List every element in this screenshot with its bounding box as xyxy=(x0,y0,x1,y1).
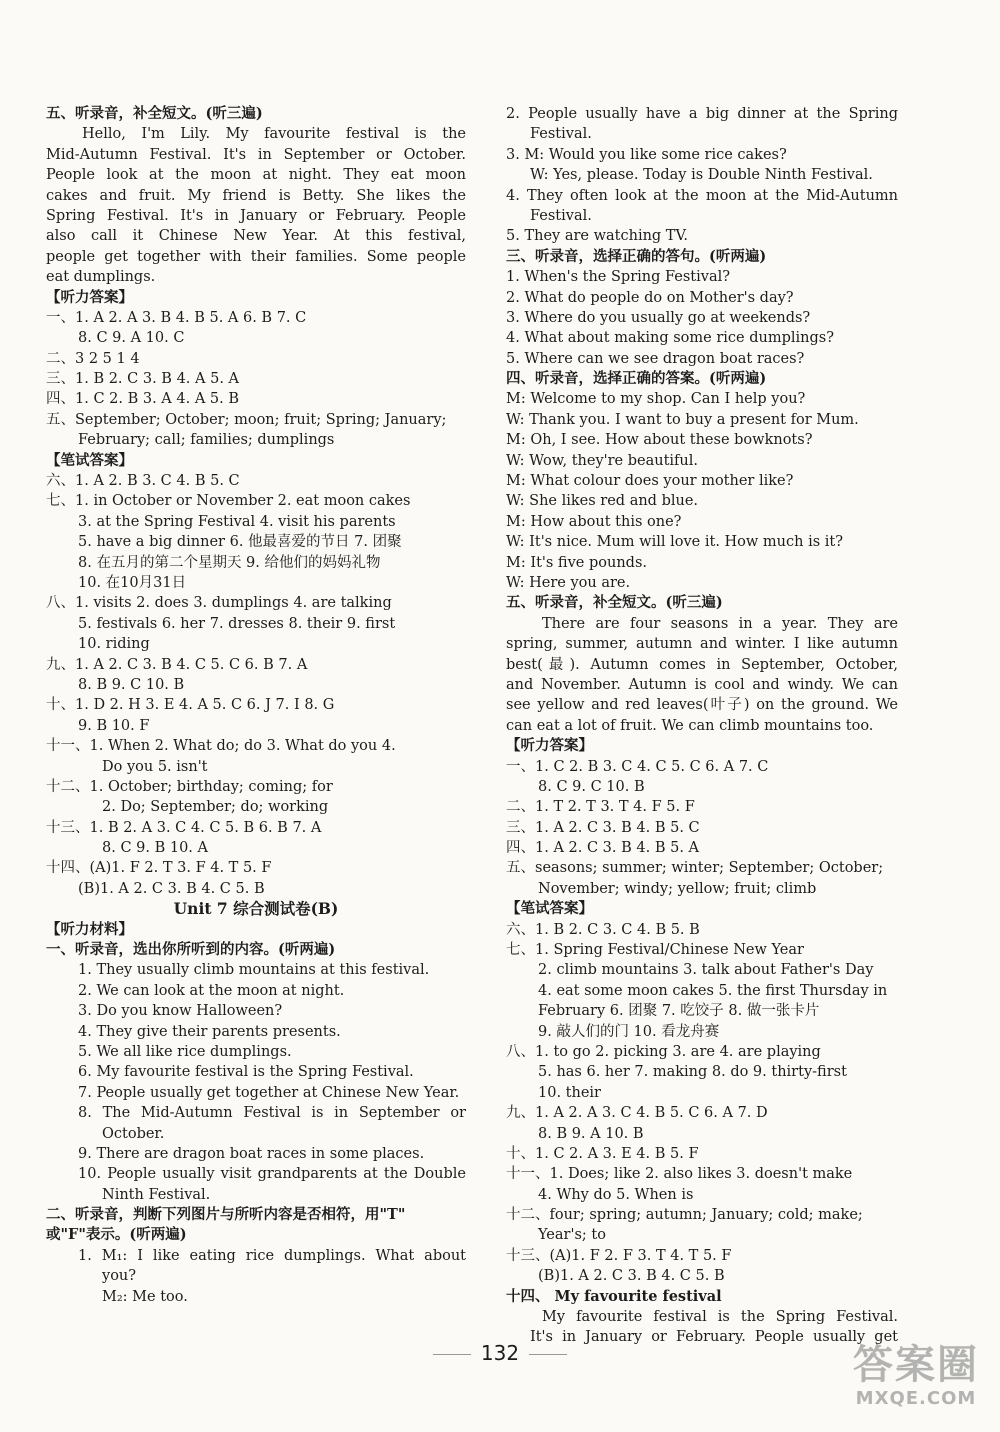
text-line: W: She likes red and blue. xyxy=(506,493,699,510)
text-line: 一、听录音，选出你所听到的内容。(听两遍) xyxy=(46,941,336,959)
text-line: 10. their xyxy=(538,1084,601,1101)
watermark-url: MXQE.COM xyxy=(855,1388,977,1409)
text-line: W: Wow, they're beautiful. xyxy=(506,452,699,469)
text-line: 4. They give their parents presents. xyxy=(78,1023,341,1040)
text-line: 二、听录音，判断下列图片与所听内容是否相符，用"T" xyxy=(46,1206,406,1224)
text-line: 2. What do people do on Mother's day? xyxy=(506,289,794,306)
text-line: 四、1. C 2. B 3. A 4. A 5. B xyxy=(46,391,240,408)
text-line: M: Welcome to my shop. Can I help you? xyxy=(506,391,806,408)
text-line: 5. They are watching TV. xyxy=(506,228,689,245)
text-line: 二、3 2 5 1 4 xyxy=(46,350,140,367)
text-line: Ninth Festival. xyxy=(102,1186,211,1203)
text-line: 六、1. B 2. C 3. C 4. B 5. B xyxy=(506,921,700,938)
text-line: you? xyxy=(102,1268,137,1285)
text-line: 8. The Mid-Autumn Festival is in September or xyxy=(78,1105,466,1122)
text-line: 5. festivals 6. her 7. dresses 8. their 9. first xyxy=(78,615,396,632)
text-line: 2. We can look at the moon at night. xyxy=(78,982,345,999)
text-line: 7. People usually get together at Chinese New Year. xyxy=(78,1084,460,1101)
text-line: There are four seasons in a year. They are xyxy=(542,615,898,632)
text-line: 5. have a big dinner 6. 他最喜爱的节日 7. 团聚 xyxy=(78,534,402,551)
text-line: 一、1. C 2. B 3. C 4. C 5. C 6. A 7. C xyxy=(506,758,769,775)
text-line: 五、seasons; summer; winter; September; October; xyxy=(506,860,884,877)
text-line: 十、1. C 2. A 3. E 4. B 5. F xyxy=(506,1145,699,1162)
text-line: (B)1. A 2. C 3. B 4. C 5. B xyxy=(538,1268,725,1285)
text-line: 一、1. A 2. A 3. B 4. B 5. A 6. B 7. C xyxy=(46,309,307,326)
text-line: 【听力答案】 xyxy=(46,288,133,306)
text-line: M₂: Me too. xyxy=(102,1288,188,1305)
text-line: 1. M₁: I like eating rice dumplings. What about xyxy=(78,1247,466,1264)
text-line: 2. Do; September; do; working xyxy=(102,799,329,816)
text-line: 九、1. A 2. A 3. C 4. B 5. C 6. A 7. D xyxy=(506,1105,768,1122)
text-line: 三、1. A 2. C 3. B 4. B 5. C xyxy=(506,819,700,836)
text-line: February 6. 团聚 7. 吃饺子 8. 做一张卡片 xyxy=(538,1003,820,1020)
text-line: cakes and fruit. My friend is Betty. She likes the xyxy=(46,187,466,204)
text-line: 10. People usually visit grandparents at the Double xyxy=(78,1166,466,1183)
text-line: M: How about this one? xyxy=(506,513,682,530)
text-line: Festival. xyxy=(530,126,592,143)
text-line: 十二、1. October; birthday; coming; for xyxy=(46,778,333,795)
text-line: 三、1. B 2. C 3. B 4. A 5. A xyxy=(46,371,240,388)
text-line: M: It's five pounds. xyxy=(506,554,648,571)
text-line: 5. has 6. her 7. making 8. do 9. thirty-first xyxy=(538,1064,847,1081)
text-line: My favourite festival is the Spring Festival. xyxy=(542,1309,898,1326)
text-line: Hello, I'm Lily. My favourite festival is the xyxy=(82,126,466,143)
text-line: 8. C 9. B 10. A xyxy=(102,840,208,857)
page-number: 132 xyxy=(0,1341,1000,1365)
text-line: 4. They often look at the moon at the Mid-Autumn xyxy=(506,187,898,204)
text-line: 十二、four; spring; autumn; January; cold; make; xyxy=(506,1207,863,1224)
text-line: 七、1. Spring Festival/Chinese New Year xyxy=(506,942,804,959)
text-line: and November. Autumn is cool and windy. We can xyxy=(506,676,898,693)
text-line: people get together with their families. Some people xyxy=(46,248,466,265)
text-line: November; windy; yellow; fruit; climb xyxy=(538,880,817,897)
text-line: 【笔试答案】 xyxy=(506,900,593,918)
text-line: 10. 在10月31日 xyxy=(78,574,187,591)
text-line: 8. B 9. A 10. B xyxy=(538,1125,644,1142)
text-line: 五、听录音，补全短文。(听三遍) xyxy=(506,594,723,612)
text-line: People look at the moon at night. They eat moon xyxy=(46,167,466,184)
text-line: spring, summer, autumn and winter. I like autumn xyxy=(506,636,898,653)
text-line: 四、听录音，选择正确的答案。(听两遍) xyxy=(506,370,767,388)
watermark-logo: 答案圈 xyxy=(853,1342,979,1388)
text-line: 9. 敲人们的门 10. 看龙舟赛 xyxy=(538,1023,720,1040)
text-line: W: Here you are. xyxy=(506,574,631,591)
text-line: M: What colour does your mother like? xyxy=(506,473,794,490)
text-line: 5. Where can we see dragon boat races? xyxy=(506,350,805,367)
watermark xyxy=(846,1342,986,1420)
text-line: 6. My favourite festival is the Spring Festival. xyxy=(78,1064,414,1081)
text-line: can eat a lot of fruit. We can climb mountains too. xyxy=(506,717,874,734)
text-line: W: Yes, please. Today is Double Ninth Festival. xyxy=(530,167,873,184)
text-line: 3. M: Would you like some rice cakes? xyxy=(506,146,787,163)
text-line: 3. Where do you usually go at weekends? xyxy=(506,309,811,326)
text-line: 六、1. A 2. B 3. C 4. B 5. C xyxy=(46,473,240,490)
text-line: 4. Why do 5. When is xyxy=(538,1186,694,1203)
text-line: Unit 7 综合测试卷(B) xyxy=(173,899,339,919)
text-line: 9. There are dragon boat races in some places. xyxy=(78,1145,425,1162)
text-line: 8. B 9. C 10. B xyxy=(78,676,185,693)
left-column xyxy=(46,104,466,1307)
text-line: 七、1. in October or November 2. eat moon cakes xyxy=(46,493,411,510)
text-line: W: It's nice. Mum will love it. How much is it? xyxy=(506,534,844,551)
text-line: 1. When's the Spring Festival? xyxy=(506,269,731,286)
text-line: 九、1. A 2. C 3. B 4. C 5. C 6. B 7. A xyxy=(46,656,308,673)
text-line: Festival. xyxy=(530,207,592,224)
text-line: 【听力材料】 xyxy=(46,920,133,938)
text-line: 五、听录音，补全短文。(听三遍) xyxy=(46,105,263,122)
text-line: see yellow and red leaves(叶子) on the ground. We xyxy=(506,697,898,714)
text-line: 十三、1. B 2. A 3. C 4. C 5. B 6. B 7. A xyxy=(46,819,322,836)
text-line: 三、听录音，选择正确的答句。(听两遍) xyxy=(506,247,767,265)
text-line: eat dumplings. xyxy=(46,269,156,286)
text-line: also call it Chinese New Year. At this festival, xyxy=(46,228,466,245)
text-line: Mid-Autumn Festival. It's in September or October. xyxy=(46,146,466,163)
text-line: Do you 5. isn't xyxy=(102,758,208,775)
text-line: 四、1. A 2. C 3. B 4. B 5. A xyxy=(506,840,700,857)
text-line: 【笔试答案】 xyxy=(46,451,133,469)
text-line: Year's; to xyxy=(538,1227,606,1244)
text-line: 十四、(A)1. F 2. T 3. F 4. T 5. F xyxy=(46,860,272,877)
text-line: 十一、1. When 2. What do; do 3. What do you 4. xyxy=(46,738,396,755)
text-line: February; call; families; dumplings xyxy=(78,432,335,449)
text-line: 八、1. to go 2. picking 3. are 4. are playing xyxy=(506,1043,821,1060)
text-line: 五、September; October; moon; fruit; Spring; January; xyxy=(46,411,447,428)
text-line: 4. What about making some rice dumplings? xyxy=(506,330,834,347)
right-column xyxy=(506,104,898,1348)
text-line: 八、1. visits 2. does 3. dumplings 4. are talking xyxy=(46,595,392,612)
text-line: (B)1. A 2. C 3. B 4. C 5. B xyxy=(78,880,265,897)
text-line: 3. at the Spring Festival 4. visit his parents xyxy=(78,513,396,530)
text-line: Spring Festival. It's in January or February. People xyxy=(46,207,466,224)
text-line: 8. C 9. A 10. C xyxy=(78,330,185,347)
text-line: 10. riding xyxy=(78,636,150,653)
text-line: 2. climb mountains 3. talk about Father's Day xyxy=(538,962,874,979)
text-line: 或"F"表示。(听两遍) xyxy=(46,1226,187,1244)
text-line: 十四、 My favourite festival xyxy=(506,1287,722,1305)
text-line: 2. People usually have a big dinner at the Spring xyxy=(506,106,898,122)
text-line: M: Oh, I see. How about these bowknots? xyxy=(506,432,813,449)
text-line: 1. They usually climb mountains at this festival. xyxy=(78,962,430,979)
text-line: 9. B 10. F xyxy=(78,717,150,734)
text-line: 3. Do you know Halloween? xyxy=(78,1003,283,1020)
text-line: 二、1. T 2. T 3. T 4. F 5. F xyxy=(506,799,695,816)
text-line: 4. eat some moon cakes 5. the first Thursday in xyxy=(538,982,888,999)
text-line: 十三、(A)1. F 2. F 3. T 4. T 5. F xyxy=(506,1247,732,1264)
text-line: It's in January or February. People usually get xyxy=(530,1329,898,1346)
text-line: 8. 在五月的第二个星期天 9. 给他们的妈妈礼物 xyxy=(78,554,381,571)
text-line: 8. C 9. C 10. B xyxy=(538,778,645,795)
text-line: 5. We all like rice dumplings. xyxy=(78,1043,292,1060)
text-line: 十一、1. Does; like 2. also likes 3. doesn't make xyxy=(506,1166,853,1183)
text-line: 【听力答案】 xyxy=(506,737,593,755)
text-line: 十、1. D 2. H 3. E 4. A 5. C 6. J 7. I 8. G xyxy=(46,697,335,714)
text-line: best(最). Autumn comes in September, October, xyxy=(506,656,898,673)
text-line: W: Thank you. I want to buy a present for Mum. xyxy=(506,411,859,428)
text-line: October. xyxy=(102,1125,165,1142)
